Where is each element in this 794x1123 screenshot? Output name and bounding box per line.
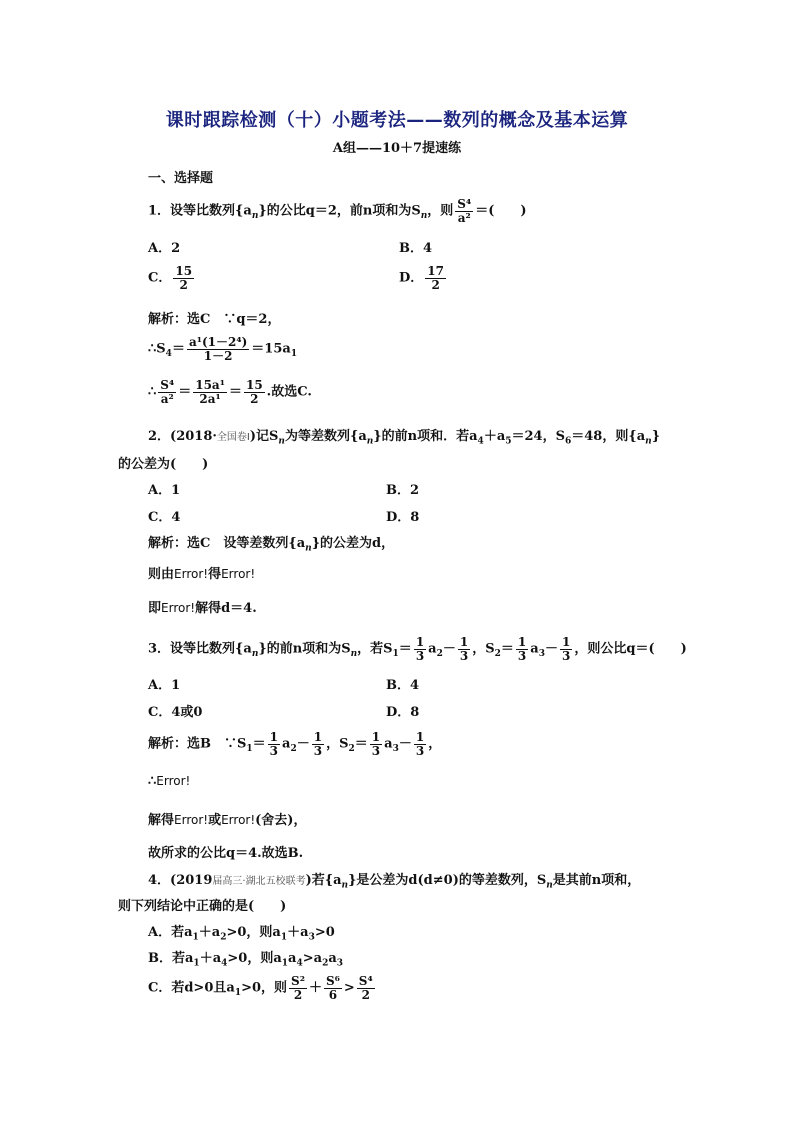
q1-option-d: D． $\frac{17}{2}$ xyxy=(399,264,444,292)
q2-stem-wrap: 的公差为( ) xyxy=(118,457,209,472)
q2-solution-1: 解析：选C 设等差数列$\{a_n\}$的公差为d， xyxy=(148,536,395,554)
q1-stem: 1．设等比数列$\{a_n\}$的公比q＝2，前n项和为$S_n$，则 $\frac{\text{S⁴}}{\text{a²}}$ ＝( ) xyxy=(148,197,527,225)
q3-solution-2: ∴Error! xyxy=(148,774,191,789)
q4-stem: 4．(2019届高三·湖北五校联考)若$\{a_n\}$是公差为d(d≠0)的等差数列，$S_n$是其前n项和， xyxy=(148,873,641,891)
q3-stem: 3．设等比数列$\{a_n\}$的前n项和为$S_n$，若$S_1=$ $\frac{1}{3}$ $a_2-$ $\frac{1}{3}$ ，$S_2=$ $\frac{1}{3}$ $a_3-$ $\frac{1}{3}$ ，则公比q＝( ) xyxy=(148,635,687,663)
q2-stem: 2．(2018·全国卷Ⅰ)记$S_n$为等差数列$\{a_n\}$的前n项和．若$a_4+a_5=24$，$S_6=48$，则$\{a_n\}$ xyxy=(148,429,661,447)
q3-option-d: D．8 xyxy=(386,705,420,720)
q1-solution-1: 解析：选C ∵q＝2， xyxy=(148,312,281,327)
q4-option-b: B．若$a_1+a_4>0$，则$a_1a_4>a_2a_3$ xyxy=(148,951,344,969)
q3-solution-3: 解得Error!或Error!(舍去)， xyxy=(148,813,307,828)
q2-option-a: A．1 xyxy=(148,483,181,498)
q2-option-d: D．8 xyxy=(386,510,420,525)
q2-solution-2: 则由Error!得Error! xyxy=(148,567,256,582)
q1-option-b: B．4 xyxy=(399,241,433,256)
q2-solution-3: 即Error!解得d＝4. xyxy=(148,601,257,616)
q3-option-b: B．4 xyxy=(386,678,420,693)
q4-stem-wrap: 则下列结论中正确的是( ) xyxy=(118,899,287,914)
q4-option-a: A．若$a_1+a_2>0$，则$a_1+a_3>0$ xyxy=(148,925,335,943)
q1-fraction: $\frac{\text{S⁴}}{\text{a²}}$ xyxy=(457,197,472,225)
q1-option-c: C． $\frac{15}{2}$ xyxy=(148,264,193,292)
page-subtitle: A组——10＋7提速练 xyxy=(332,141,462,156)
q3-solution-4: 故所求的公比q＝4.故选B. xyxy=(148,846,304,861)
q1-solution-2: $\therefore S_4=$ $\frac{\text{a¹(1－2⁴)}}{1-2}$ $=15a_1$ xyxy=(148,335,298,363)
page-title: 课时跟踪检测（十）小题考法——数列的概念及基本运算 xyxy=(165,110,629,131)
q4-option-c: C．若d>0且$a_1>0$，则 $\frac{\text{S²}}{2}$ ＋ $\frac{\text{S⁶}}{6}$ > $\frac{\text{S⁴}}{2}$ xyxy=(148,974,373,1002)
q2-option-c: C．4 xyxy=(148,510,181,525)
q1-option-a: A．2 xyxy=(148,241,181,256)
q3-option-a: A．1 xyxy=(148,678,181,693)
q3-option-c: C．4或0 xyxy=(148,705,203,720)
q2-option-b: B．2 xyxy=(386,483,420,498)
q3-solution-1: 解析：选B $\because S_1=$ $\frac{1}{3}$ $a_2-$ $\frac{1}{3}$ ，$S_2=$ $\frac{1}{3}$ $a_3-$ $\frac{1}{3}$ ， xyxy=(148,730,442,758)
q1-solution-3: ∴ $\frac{\text{S⁴}}{\text{a²}}$ ＝ $\frac{\text{15a¹}}{\text{2a¹}}$ ＝ $\frac{15}{2}$ .故选C. xyxy=(148,378,312,406)
section-heading: 一、选择题 xyxy=(148,171,214,186)
